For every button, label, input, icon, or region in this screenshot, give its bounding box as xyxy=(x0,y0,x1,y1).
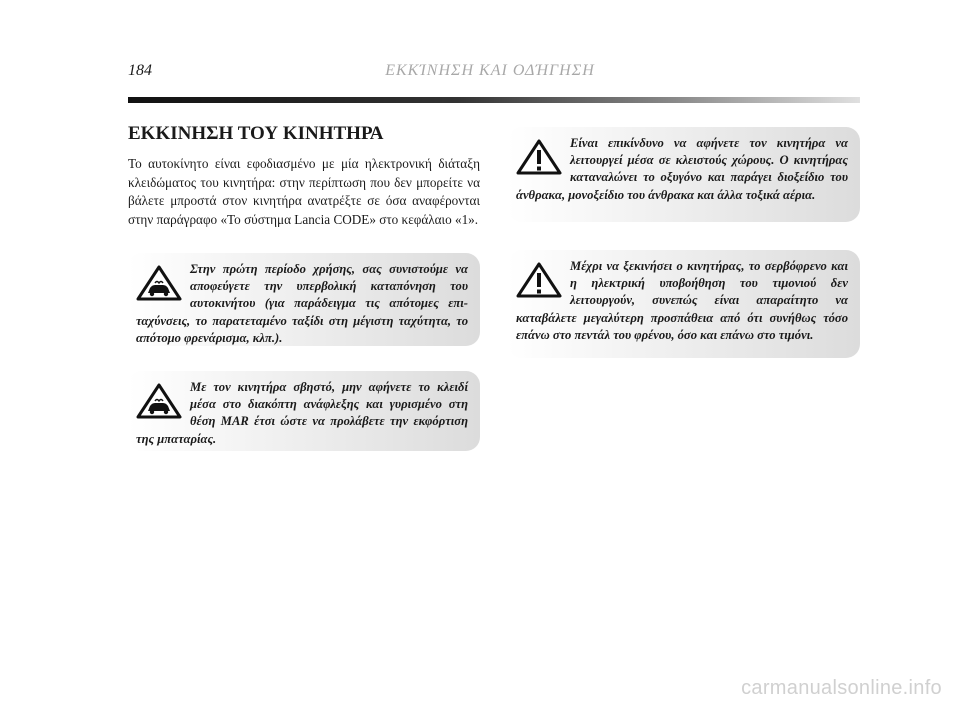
caution-note xyxy=(128,371,480,451)
note-text: Είναι επικίνδυνο να αφήνετε τον κινητήρα να λειτουργεί μέσα σε κλειστούς χώρους. Ο κινητήρας καταναλώνει το οξυγόνο και παράγει διοξείδιο του άνθρακα, μονοξείδιο του άνθρακα και άλλα τοξικά αέρια. xyxy=(516,136,848,202)
car-caution-icon xyxy=(136,265,184,301)
running-header: ΕΚΚΊΝΗΣΗ ΚΑΙ ΟΔΉΓΗΣΗ xyxy=(385,62,595,79)
caution-note xyxy=(128,253,480,346)
car-caution-icon xyxy=(136,383,184,419)
warning-note xyxy=(508,250,860,358)
note-text: Στην πρώτη περίοδο χρήσης, σας συνιστούμε να αποφεύγετε την υπερβολική καταπόνηση του αυτοκινήτου (για παράδειγμα τις απότομες επιταχύνσεις, το παρατεταμένο ταξίδι στη μέγιστη ταχύτητα, το απότομο φρενάρισμα, κλπ.). xyxy=(136,262,468,345)
watermark: carmanualsonline.info xyxy=(741,677,942,699)
header-rule xyxy=(128,97,860,103)
note-text: Με τον κινητήρα σβηστό, μην αφήνετε το κλειδί μέσα στο διακόπτη ανάφλεξης και γυρισμένο στη θέση MAR έτσι ώστε να προλάβετε την εκφόρτιση της μπαταρίας. xyxy=(136,380,468,446)
section-title: ΕΚΚΙΝΗΣΗ ΤΟΥ ΚΙΝΗΤΗΡΑ xyxy=(128,123,384,144)
page-number: 184 xyxy=(128,62,152,79)
warning-icon xyxy=(516,262,564,298)
warning-note xyxy=(508,127,860,222)
warning-icon xyxy=(516,139,564,175)
note-text: Μέχρι να ξεκινήσει ο κινητήρας, το σερβόφρενο και η ηλεκτρική υποβοήθηση του τιμονιού δεν λειτουργούν, συνεπώς είναι απαραίτητο να καταβάλετε μεγαλύτερη προσπάθεια από ότι συνήθως τόσο επάνω στο πεντάλ του φρένου, όσο και επάνω στο τιμόνι. xyxy=(516,259,848,342)
section-body: Το αυτοκίνητο είναι εφοδιασμένο με μία ηλεκτρονική διάταξη κλειδώματος του κινητήρα: στην περίπτωση που δεν μπορείτε να βάλετε μπροστά στον κινητήρα ανατρέξτε σε όσα αναφέρονται στην παράγραφο «Το σύστημα Lancia CODE» στο κεφάλαιο «1». xyxy=(128,156,480,227)
